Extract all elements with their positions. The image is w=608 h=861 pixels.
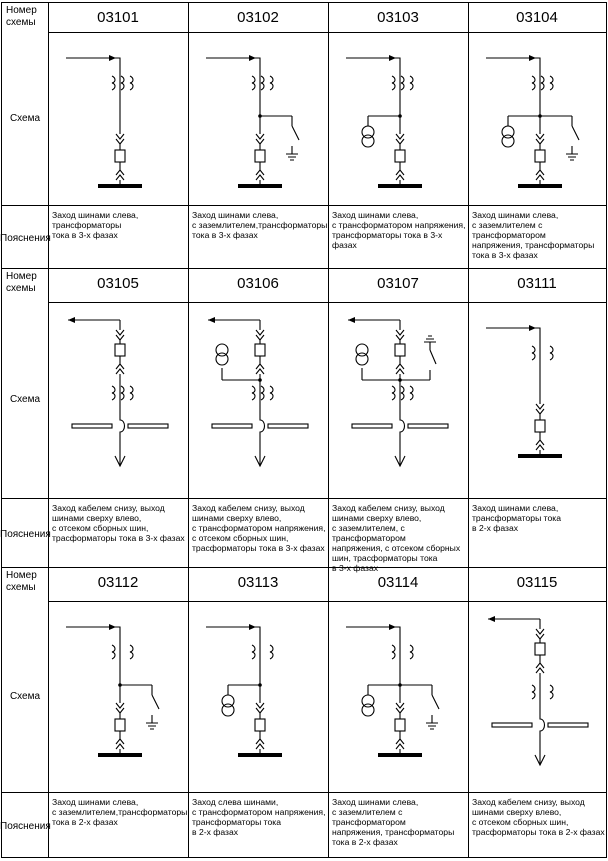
scheme-code: 03111	[517, 275, 557, 292]
row-label-notes: Пояснения	[0, 528, 51, 540]
table-rule	[1, 857, 607, 858]
row-label-notes: Пояснения	[0, 232, 51, 244]
scheme-diagram	[468, 32, 606, 205]
scheme-diagram	[468, 302, 606, 498]
scheme-explanation: Заход шинами слева, с заземлителем,трансформаторы тока в 3-х фазах	[192, 210, 328, 240]
scheme-code: 03114	[377, 574, 419, 591]
scheme-diagram	[328, 32, 468, 205]
scheme-explanation: Заход кабелем снизу, выход шинами сверху влево, с отсеком сборных шин, трасформаторы тока в 2-х фазах	[472, 797, 605, 837]
scheme-code: 03107	[377, 275, 419, 292]
scheme-diagram	[328, 601, 468, 792]
scheme-explanation: Заход кабелем снизу, выход шинами сверху влево, с трансформатором напряжения, с отсеком сборных шин, трасформаторы тока в 3-х фазах	[192, 503, 326, 553]
scheme-diagram	[188, 601, 328, 792]
row-label-scheme: Схема	[9, 112, 41, 124]
scheme-explanation: Заход кабелем снизу, выход шинами сверху влево, с отсеком сборных шин, трасформаторы тока в 3-х фазах	[52, 503, 185, 543]
header-label: Номер схемы	[6, 271, 37, 294]
scheme-code: 03102	[237, 9, 279, 26]
table-rule	[1, 498, 607, 499]
scheme-code: 03106	[237, 275, 279, 292]
scheme-code: 03112	[97, 574, 139, 591]
table-rule	[1, 567, 607, 568]
table-rule	[1, 205, 607, 206]
scheme-explanation: Заход шинами слева, трансформаторы тока в 2-х фазах	[472, 503, 561, 533]
row-label-scheme: Схема	[9, 394, 41, 405]
scheme-explanation: Заход слева шинами, с трансформатором напряжения, трансформаторы тока в 2-х фазах	[192, 797, 326, 837]
row-label-notes: Пояснения	[0, 820, 51, 832]
table-rule	[1, 2, 2, 857]
table-rule	[606, 2, 607, 857]
scheme-diagram	[48, 32, 188, 205]
scheme-explanation: Заход шинами слева, с заземлителем с трансформатором напряжения, трансформаторы тока в 2-х фазах	[332, 797, 455, 847]
table-rule	[1, 2, 607, 3]
scheme-code: 03101	[97, 9, 139, 26]
scheme-diagram	[48, 302, 188, 498]
scheme-diagram	[188, 32, 328, 205]
scheme-code: 03103	[377, 9, 419, 26]
scheme-explanation: Заход кабелем снизу, выход шинами сверху влево, с заземлителем, с трансформатором напряжения, с отсеком сборных шин, трасформаторы тока в 3-х фазах	[332, 503, 461, 573]
scheme-diagram	[188, 302, 328, 498]
table-rule	[1, 268, 607, 269]
scheme-explanation: Заход шинами слева, с трансформатором напряжения, трансформаторы тока в 3-х фазах	[332, 210, 466, 250]
scheme-code: 03105	[97, 275, 139, 292]
scheme-diagram	[328, 302, 468, 498]
scheme-code: 03113	[237, 574, 279, 591]
table-rule	[1, 792, 607, 793]
header-label: Номер схемы	[6, 5, 37, 28]
row-label-scheme: Схема	[9, 690, 41, 702]
scheme-code: 03115	[516, 574, 558, 591]
scheme-code: 03104	[516, 9, 558, 26]
scheme-explanation: Заход шинами слева, с заземлителем,трансформаторы тока в 2-х фазах	[52, 797, 188, 827]
scheme-explanation: Заход шинами слева, с заземлителем с трансформатором напряжения, трансформаторы тока в 3-х фазах	[472, 210, 595, 260]
scheme-diagram	[468, 601, 606, 792]
scheme-diagram	[48, 601, 188, 792]
header-label: Номер схемы	[6, 570, 37, 593]
scheme-explanation: Заход шинами слева, трансформаторы тока в 3-х фазах	[52, 210, 139, 240]
